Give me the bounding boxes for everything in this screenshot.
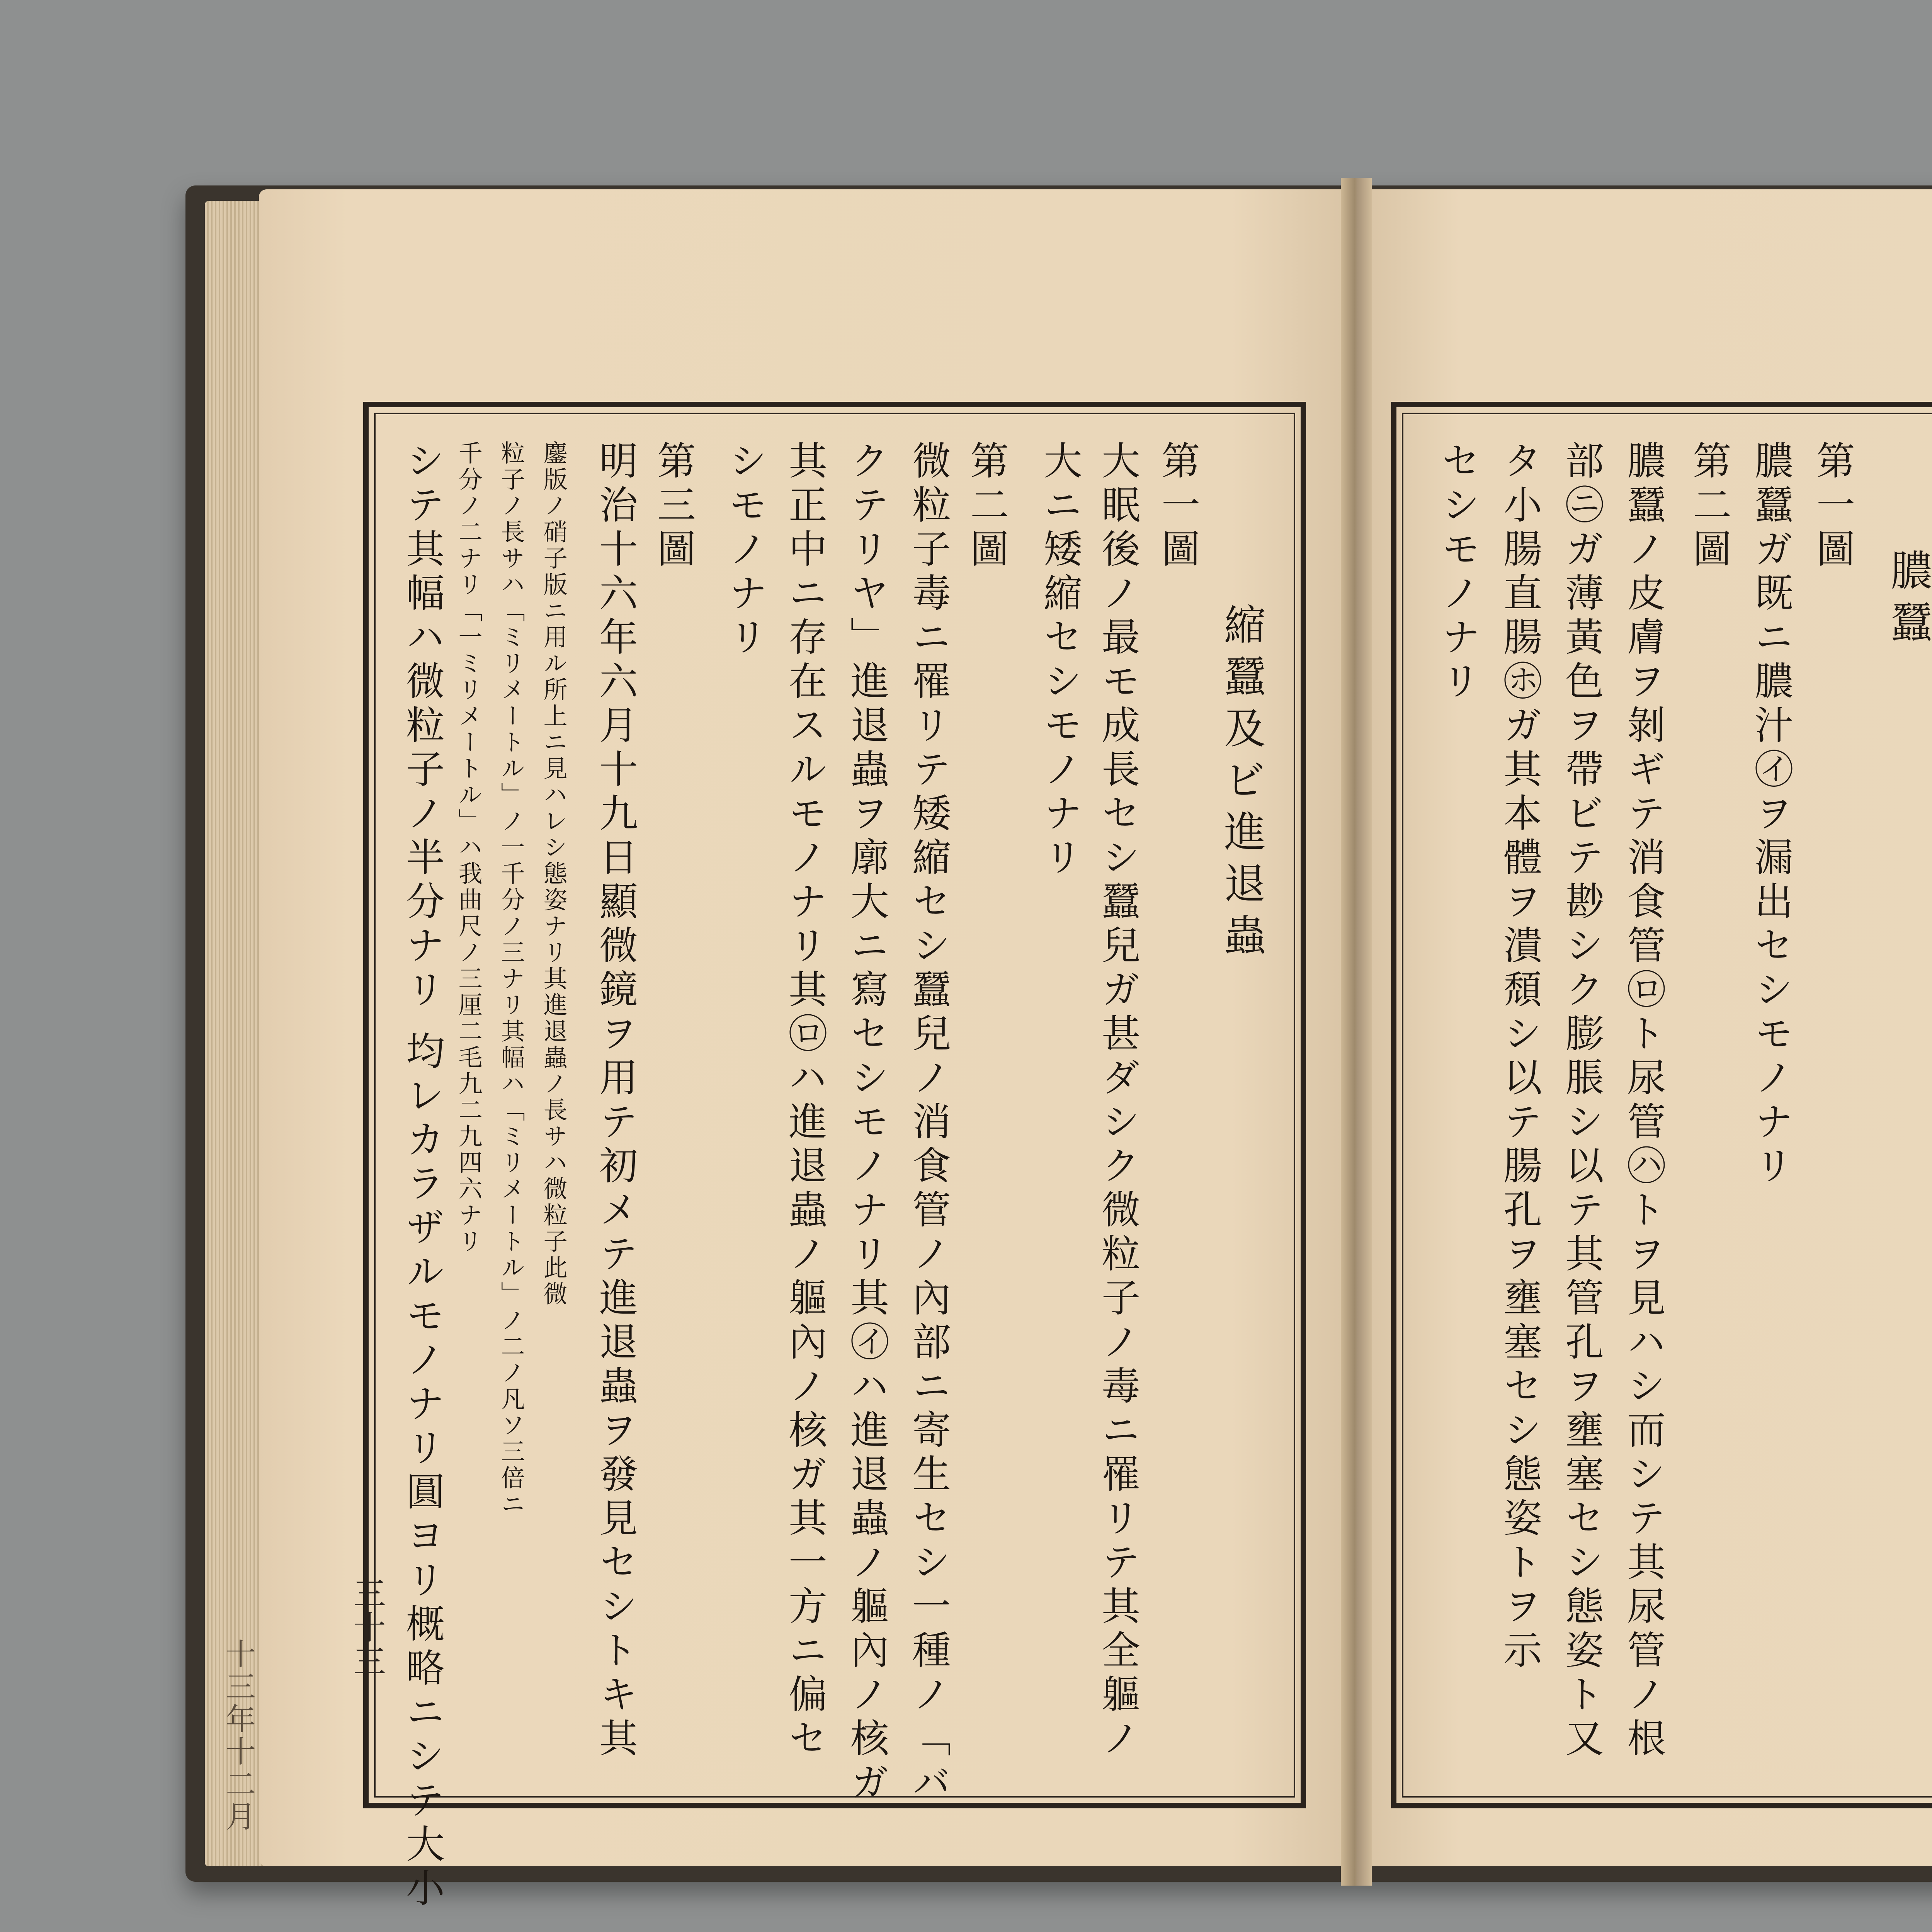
left-column: 第三圖 — [651, 440, 696, 573]
left-column: 大眠後ノ最モ成長セシ蠶兒ガ甚ダシク微粒子ノ毒ニ罹リテ其全軀ノ — [1095, 440, 1140, 1762]
left-column: シテ其幅ハ微粒子ノ半分ナリ 均レカラザルモノナリ圓ヨリ概略ニシテ大小 — [400, 440, 445, 1912]
left-column: 第一圖 — [1155, 440, 1200, 573]
right-section-title: 膿蠶 — [1883, 549, 1932, 652]
right-column: タ小腸直腸㋭ガ其本體ヲ潰頹シ以テ腸孔ヲ壅塞セシ態姿トヲ示 — [1497, 440, 1542, 1674]
right-column: セシモノナリ — [1435, 440, 1480, 705]
right-column: 膿蠶ノ皮膚ヲ剝ギテ消食管㋺ト尿管㋩トヲ見ハシ而シテ其尿管ノ根 — [1621, 440, 1666, 1762]
left-column: 大ニ矮縮セシモノナリ — [1037, 440, 1082, 881]
left-column: シモノナリ — [722, 440, 767, 661]
left-column: 鏖版ノ硝子版ニ用ル所上ニ見ハレシ態姿ナリ其進退蟲ノ長サハ微粒子此微 — [539, 440, 568, 1308]
right-column: 部㋥ガ薄黃色ヲ帶ビテ尠シク膨脹シ以テ其管孔ヲ壅塞セシ態姿ト又 — [1559, 440, 1604, 1762]
margin-stamp: 十三年十二月 — [221, 1638, 255, 1833]
left-page-number: 三十三 — [348, 1577, 386, 1679]
book-gutter — [1341, 178, 1372, 1886]
right-column: 膿蠶ガ既ニ膿汁㋑ヲ漏出セシモノナリ — [1748, 440, 1793, 1189]
left-column: 千分ノ二ナリ「一ミリメートル」ハ我曲尺ノ三厘二毛九二九四六ナリ — [454, 440, 483, 1255]
left-column: 微粒子毒ニ罹リテ矮縮セシ蠶兒ノ消食管ノ內部ニ寄生セシ一種ノ「バ — [906, 440, 951, 1806]
left-column: 第二圖 — [964, 440, 1009, 573]
right-column: 第二圖 — [1686, 440, 1731, 573]
left-column: 其正中ニ存在スルモノナリ其㋺ハ進退蟲ノ軀內ノ核ガ其一方ニ偏セ — [782, 440, 827, 1762]
left-column: クテリヤ」進退蟲ヲ廓大ニ寫セシモノナリ其㋑ハ進退蟲ノ軀內ノ核ガ — [844, 440, 889, 1806]
left-page-title: 縮蠶及ビ進退蟲 — [1217, 603, 1265, 965]
right-column: 第一圖 — [1810, 440, 1855, 573]
left-column: 明治十六年六月十九日顯微鏡ヲ用テ初メテ進退蟲ヲ發見セシトキ其 — [593, 440, 638, 1762]
left-column: 粒子ノ長サハ「ミリメートル」ノ一千分ノ三ナリ其幅ハ「ミリメートル」ノ二ノ凡ソ三倍ニ — [497, 440, 526, 1518]
